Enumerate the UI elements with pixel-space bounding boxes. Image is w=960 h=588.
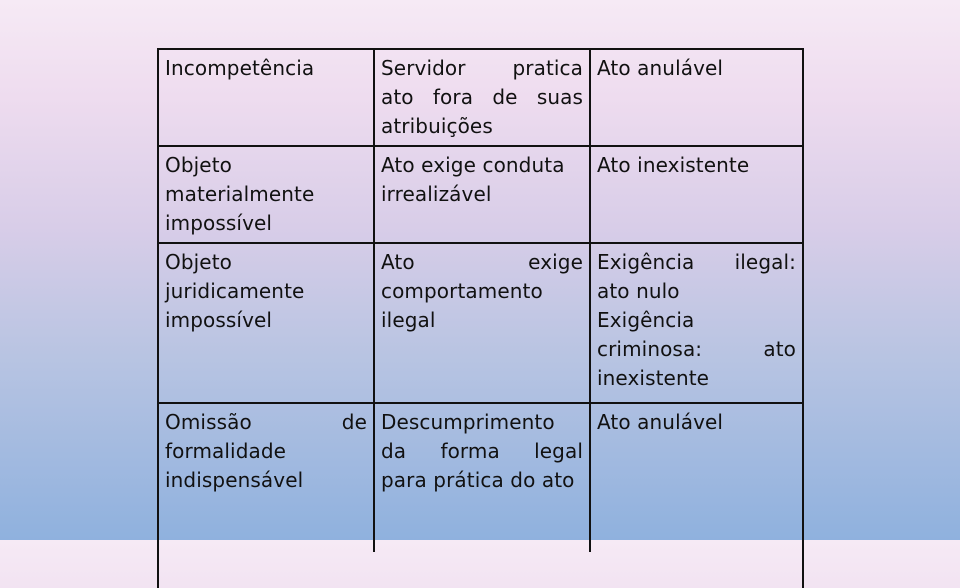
cell-text: materialmente bbox=[165, 182, 315, 206]
table-cell bbox=[590, 403, 802, 552]
table-cell bbox=[159, 50, 374, 146]
cell-text: Ato exige conduta bbox=[381, 153, 565, 177]
table-cell bbox=[590, 243, 802, 403]
cell-text: Omissão de bbox=[165, 410, 367, 434]
table-cell bbox=[374, 50, 590, 146]
table-cell bbox=[159, 243, 374, 403]
table-row bbox=[159, 403, 802, 552]
cell-text: da forma legal bbox=[381, 439, 583, 463]
cell-text: comportamento bbox=[381, 279, 543, 303]
table-row bbox=[159, 243, 802, 403]
table-row bbox=[159, 146, 802, 243]
cell-text: Ato exige bbox=[381, 250, 583, 274]
cell-text: irrealizável bbox=[381, 182, 492, 206]
cell-text: Incompetência bbox=[165, 56, 315, 80]
cell-text: Ato anulável bbox=[597, 56, 724, 80]
cell-text: Servidor pratica bbox=[381, 56, 583, 80]
cell-text: Exigência bbox=[597, 308, 695, 332]
table-cell bbox=[374, 146, 590, 243]
table-container bbox=[157, 48, 804, 588]
cell-text: Ato inexistente bbox=[597, 153, 750, 177]
cell-text: ato fora de suas bbox=[381, 85, 583, 109]
cell-text: Ato anulável bbox=[597, 410, 724, 434]
cell-text: Descumprimento bbox=[381, 410, 555, 434]
cell-text: inexistente bbox=[597, 366, 710, 390]
table-cell bbox=[590, 50, 802, 146]
table-cell bbox=[374, 243, 590, 403]
table-cell bbox=[159, 403, 374, 552]
cell-text: Exigência ilegal: bbox=[597, 250, 796, 274]
cell-text: juridicamente bbox=[165, 279, 305, 303]
cell-text: impossível bbox=[165, 211, 273, 235]
table-cell bbox=[159, 146, 374, 243]
cell-text: ilegal bbox=[381, 308, 436, 332]
cell-text: Objeto bbox=[165, 250, 232, 274]
cell-text: para prática do ato bbox=[381, 468, 575, 492]
cell-text: atribuições bbox=[381, 114, 493, 138]
table-row bbox=[159, 50, 802, 146]
cell-text: impossível bbox=[165, 308, 273, 332]
cell-text: indispensável bbox=[165, 468, 304, 492]
legal-defects-table bbox=[159, 50, 802, 552]
table-cell bbox=[590, 146, 802, 243]
table-cell bbox=[374, 403, 590, 552]
cell-text: criminosa: ato bbox=[597, 337, 796, 361]
cell-text: ato nulo bbox=[597, 279, 680, 303]
cell-text: formalidade bbox=[165, 439, 287, 463]
cell-text: Objeto bbox=[165, 153, 232, 177]
